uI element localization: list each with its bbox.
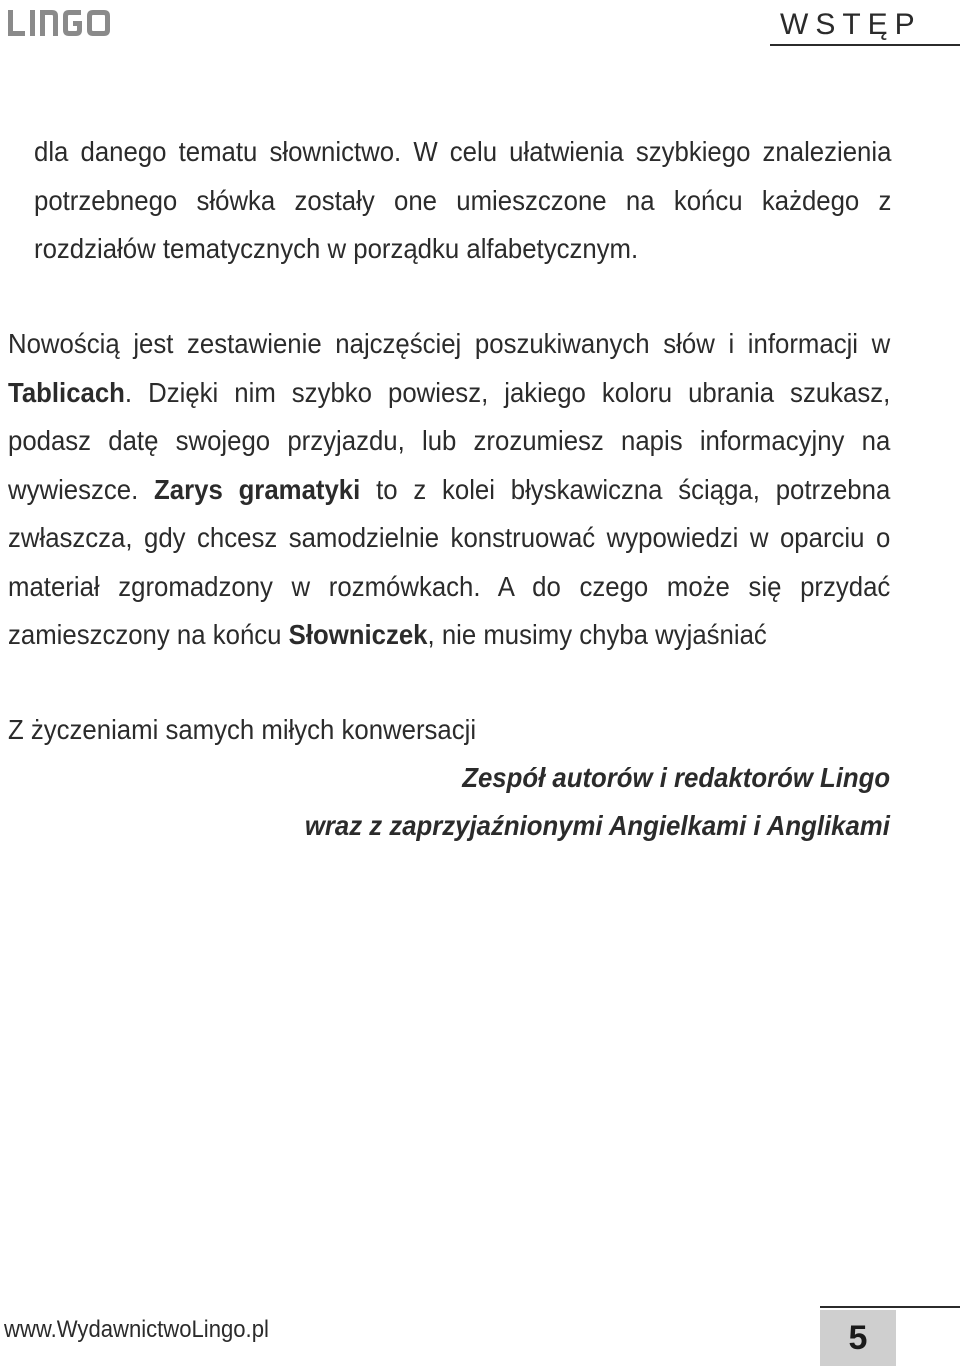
page-number-rule <box>820 1306 960 1308</box>
signature-line-2: wraz z zaprzyjaźnionymi Angielkami i Anglikami <box>304 810 890 841</box>
paragraph-text: . Dzięki nim szybko powiesz, jakiego koloru ubrania szukasz, podasz datę swojego przyjazdu, lub zrozumiesz napis informacyjny na wywieszce. <box>8 376 891 505</box>
paragraph-wishes: Z życzeniami samych miłych konwersacji <box>8 714 477 745</box>
page-number: 5 <box>820 1310 896 1366</box>
publisher-website-link[interactable]: www.WydawnictwoLingo.pl <box>4 1316 269 1343</box>
bold-term-dictionary: Słowniczek <box>288 619 428 650</box>
paragraph-text: , nie musimy chyba wyjaśniać <box>427 619 767 650</box>
signature-line-1: Zespół autorów i redaktorów Lingo <box>462 762 890 793</box>
paragraph-features <box>8 320 890 660</box>
paragraph-text: Nowością jest zestawienie najczęściej poszukiwanych słów i informacji w <box>8 328 891 359</box>
bold-term-tables: Tablicach <box>8 376 125 408</box>
section-title: WSTĘP <box>770 6 960 46</box>
paragraph-text: to z kolei błyskawiczna ściąga, potrzebna zwłaszcza, gdy chcesz samodzielnie konstruować wypowiedzi w oparciu o materiał zgromadzony w rozmówkach. A do czego może się przydać zamieszczony na końcu <box>8 473 891 650</box>
paragraph-vocabulary: dla danego tematu słownictwo. W celu ułatwienia szybkiego znalezienia potrzebnego słówka zostały one umieszczone na końcu każdego z rozdziałów tematycznych w porządku alfabetycznym. <box>34 136 892 264</box>
lingo-logo <box>8 8 112 40</box>
bold-term-grammar: Zarys gramatyki <box>154 473 361 505</box>
